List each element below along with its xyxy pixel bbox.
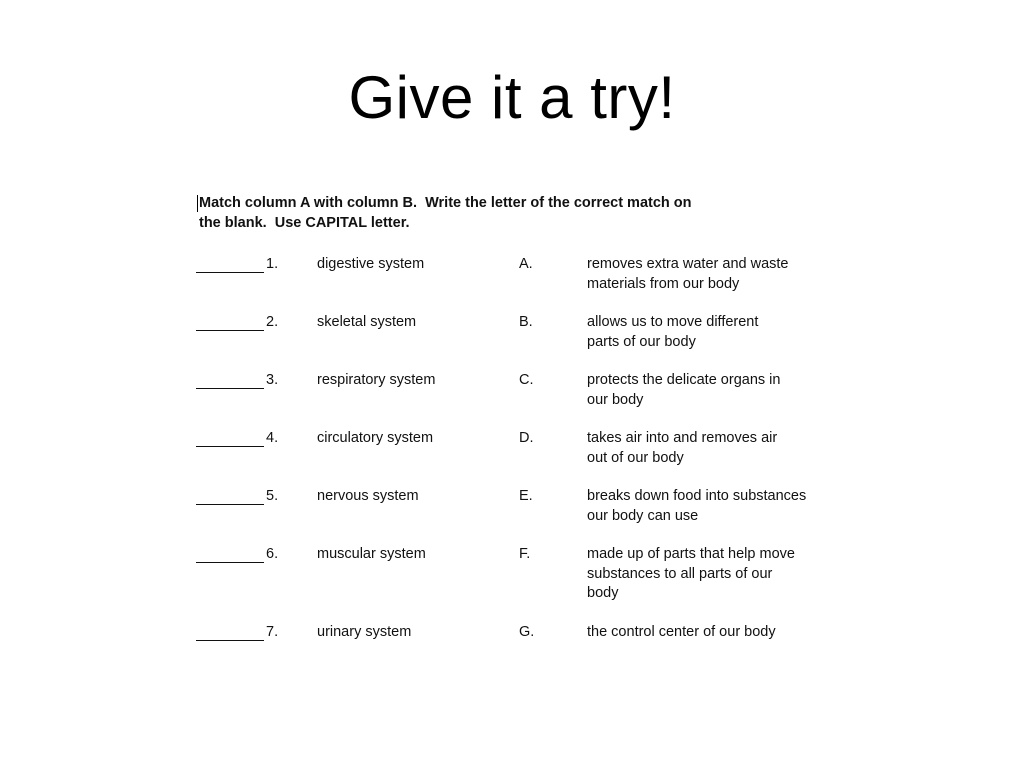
- column-b-description: [587, 255, 847, 294]
- column-a-term: circulatory system: [317, 430, 434, 446]
- column-a-term: muscular system: [317, 546, 426, 562]
- description-line: parts of our body: [587, 333, 696, 350]
- answer-blank[interactable]: [196, 429, 264, 447]
- description-line: allows us to move different: [587, 314, 759, 330]
- item-number: 7.: [266, 624, 279, 640]
- item-number: 5.: [266, 488, 279, 504]
- column-b-letter: F.: [519, 546, 531, 562]
- column-a-term: skeletal system: [317, 314, 417, 330]
- slide-title: Give it a try!: [348, 64, 676, 131]
- column-b-description: [587, 487, 847, 526]
- description-line: our body can use: [587, 507, 699, 524]
- column-b-description: [587, 545, 847, 604]
- description-line: removes extra water and waste: [587, 256, 789, 272]
- description-line: materials from our body: [587, 275, 740, 292]
- item-number: 1.: [266, 256, 279, 272]
- answer-blank[interactable]: [196, 255, 264, 273]
- column-b-letter: C.: [519, 372, 534, 388]
- column-b-letter: B.: [519, 314, 533, 330]
- item-number: 2.: [266, 314, 279, 330]
- column-b-description: [587, 313, 847, 352]
- answer-blank[interactable]: [196, 623, 264, 641]
- description-line: substances to all parts of our: [587, 565, 773, 582]
- answer-blank[interactable]: [196, 371, 264, 389]
- item-number: 6.: [266, 546, 279, 562]
- instructions: [199, 193, 799, 233]
- column-b-description: [587, 371, 847, 410]
- column-a-term: respiratory system: [317, 372, 436, 388]
- column-b-letter: D.: [519, 430, 534, 446]
- column-a-term: digestive system: [317, 256, 425, 272]
- column-b-letter: G.: [519, 624, 535, 640]
- column-b-letter: E.: [519, 488, 533, 504]
- answer-blank[interactable]: [196, 487, 264, 505]
- column-b-description: [587, 429, 847, 468]
- column-b-letter: A.: [519, 256, 533, 272]
- description-line: protects the delicate organs in: [587, 372, 781, 388]
- column-b-description: [587, 623, 847, 643]
- column-a-term: nervous system: [317, 488, 419, 504]
- text-cursor: [197, 195, 198, 212]
- description-line: body: [587, 585, 619, 601]
- column-a-term: urinary system: [317, 624, 412, 640]
- description-line: our body: [587, 391, 644, 408]
- item-number: 3.: [266, 372, 279, 388]
- description-line: made up of parts that help move: [587, 546, 795, 562]
- description-line: takes air into and removes air: [587, 430, 778, 446]
- answer-blank[interactable]: [196, 545, 264, 563]
- description-line: the control center of our body: [587, 624, 776, 640]
- instructions-line-2: the blank. Use CAPITAL letter.: [199, 215, 410, 231]
- description-line: breaks down food into substances: [587, 488, 807, 504]
- answer-blank[interactable]: [196, 313, 264, 331]
- item-number: 4.: [266, 430, 279, 446]
- description-line: out of our body: [587, 449, 684, 466]
- instructions-line-1: Match column A with column B. Write the letter of the correct match on: [199, 195, 692, 211]
